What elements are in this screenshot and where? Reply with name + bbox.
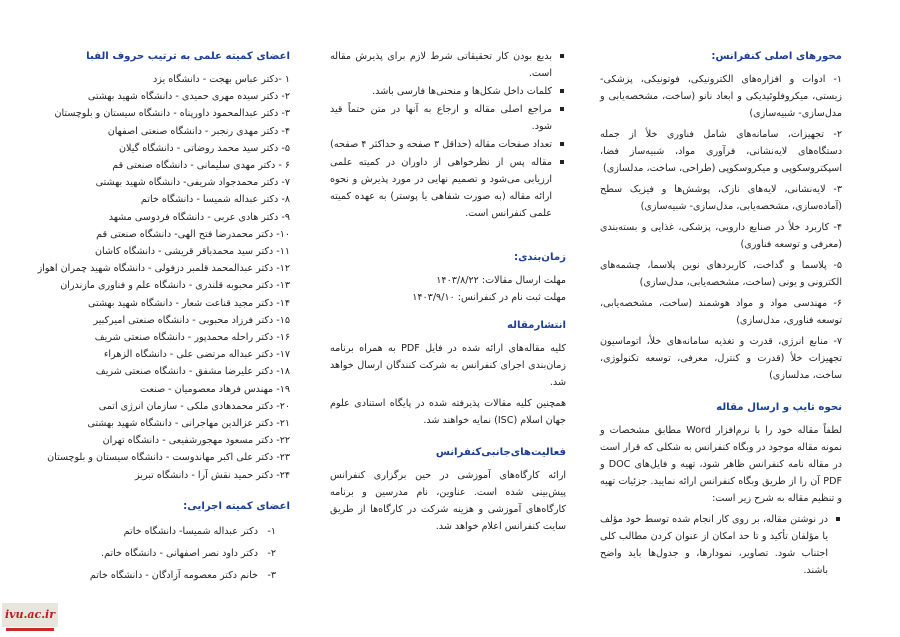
list-item: ۷- دکتر محمدجواد شریفی- دانشگاه شهید بهشتی [95,177,290,189]
logo-underline [6,628,54,631]
publish-text: کلیه مقاله‌های ارائه شده در فایل PDF به همراه برنامه زمان‌بندی اجرای کنفرانس به شرکت کنندگان ارسال خواهد شد. [330,343,566,388]
exec-heading: اعضای کمیته اجرایی: [183,500,290,512]
rule-item: تعداد صفحات مقاله (حداقل ۳ صفحه و حداکثر ۴ صفحه) [330,136,552,153]
list-item: ۱ -دکتر عباس بهجت - دانشگاه یزد [152,74,290,85]
list-item: ۲- دکتر سیده مهری حمیدی - دانشگاه شهید بهشتی [87,91,290,103]
submit-bullet: در نوشتن مقاله، بر روی کار انجام شده توسط خود مؤلف یا مؤلفان تأکید و تا حد امکان از عنوان کردن مطالب کلی اجتناب شود. تصاویر، نمودارها، و جدول‌ها باید واضح باشند. [600,511,828,579]
list-item: ۲۳- دکتر علی اکبر مهاندوست - دانشگاه سیستان و بلوچستان [47,452,290,464]
list-item: ۲۲- دکتر مسعود مهجورشفیعی - دانشگاه تهران [102,435,290,447]
topic-item: ۶- مهندسی مواد و مواد هوشمند (ساخت، مشخصه‌یابی، توسعه فناوری، مدل‌سازی) [600,298,842,326]
topic-item: ۳- لایه‌نشانی، لایه‌های نازک، پوشش‌ها و فیزیک سطح (آماده‌سازی، مشخصه‌یابی، مدل‌سازی- شبیه‌سازی) [600,184,842,212]
rule-item: مقاله پس از نظرخواهی از داوران در کمیته علمی ارزیابی می‌شود و تصمیم نهایی در مورد پذیرش و نحوه ارائه مقاله (به صورت شفاهی یا پوستر) به عهده کمیته علمی کنفرانس است. [330,154,552,222]
list-item: ۱۴- دکتر مجید قناعت شعار - دانشگاه شهید بهشتی [87,297,290,309]
list-item: ۱-دکتر عبداله شمیسا- دانشگاه خاتم [123,525,276,537]
submit-bullets [600,511,842,579]
list-item: ۶ - دکتر مهدی سلیمانی - دانشگاه صنعتی قم [112,160,290,172]
list-item: ۲۴- دکتر حمید نقش آرا - دانشگاه تبریز [135,469,290,481]
list-item: ۱۹- مهندس فرهاد معصومیان - صنعت [140,383,290,395]
topic-item: ۵- پلاسما و گداخت، کاربردهای نوین پلاسما، چشمه‌های الکترونی و یونی (ساخت، مشخصه‌یابی، مدل‌سازی) [600,260,842,288]
list-item: ۲۱- دکتر عزالدین مهاجرانی - دانشگاه شهید بهشتی [87,418,290,430]
list-item: ۳-خانم دکتر معصومه آزادگان - دانشگاه خاتم [89,569,276,581]
committee-heading: اعضای کمیته علمی به ترتیب حروف الفبا [86,51,290,62]
submit-heading: نحوه تایپ و ارسال مقاله [716,402,842,413]
list-item: ۱۶- دکتر راحله محمدپور - دانشگاه صنعتی شریف [94,332,290,344]
list-item: ۸- دکتر عبداله شمیسا - دانشگاه خاتم [140,194,290,206]
rule-item: بدیع بودن کار تحقیقاتی شرط لازم برای پذیرش مقاله است. [330,48,552,82]
submit-text: لطفاً مقاله خود را با نرم‌افزار Word مطابق مشخصات و نمونه مقاله موجود در وبگاه کنفرانس به شکلی که قرار است در مقاله نامه کنفرانس ظاهر شود، تهیه و فایل‌های DOC و PDF آن را از طریق وبگاه کنفرانس ارائه نمایید. جزئیات تهیه و تنظیم مقاله به شرح زیر است: [600,425,842,504]
topic-item: ۷- منابع انرژی، قدرت و تغذیه سامانه‌های خلأ، اتوماسیون تجهیزات خلأ (قدرت و کنترل، معرفی، توسعه تکنولوژی، ساخت، مدلسازی) [600,336,842,381]
list-item: ۱۱- دکتر سید محمدباقر قریشی - دانشگاه کاشان [95,246,290,258]
list-item: ۵- دکتر سید محمد روضاتی - دانشگاه گیلان [119,142,290,154]
topic-item: ۲- تجهیزات، سامانه‌های شامل فناوری خلأ از جمله دستگاه‌های لایه‌نشانی، فرآوری مواد، شبیه‌ساز فضا، اسپکتروسکوپی و میکروسکوپی (طراحی، ساخت، مدلسازی) [600,129,842,174]
left-column [37,48,290,587]
list-item: ۱۷- دکتر عبداله مرتضی علی - دانشگاه الزهراء [103,349,290,361]
list-item: ۱۳- دکتر محبوبه قلندری - دانشگاه علم و فناوری مازندران [60,280,290,292]
side-activities-heading: فعالیت‌های‌جانبی‌کنفرانس [435,447,566,458]
topics-heading: محورهای اصلی کنفرانس: [711,51,842,62]
publish-text: همچنین کلیه مقالات پذیرفته شده در پایگاه استنادی علوم جهان اسلام (ISC) نمایه خواهند شد. [330,398,566,426]
list-item: ۱۸- دکتر علیرضا مشفق - دانشگاه صنعتی شریف [95,366,290,378]
list-item: ۱۵- دکتر فرزاد محبوبی - دانشگاه صنعتی امیرکبیر [93,314,290,326]
topic-item: ۴- کاربرد خلأ در صنایع دارویی، پزشکی، غذایی و بسته‌بندی (معرفی و توسعه فناوری) [600,222,842,250]
list-item: ۲۰- دکتر محمدهادی ملکی - سازمان انرژی اتمی [98,400,290,412]
publish-heading: انتشارمقاله [506,320,566,331]
committee-list [37,71,290,484]
rules-list [330,48,566,222]
topics-list [600,71,842,384]
topic-item: ۱- ادوات و افزاره‌های الکترونیکی، فوتونیکی، پزشکی- زیستی، میکروفلوئیدیکی و ابعاد نانو (ساخت، مشخصه‌یابی و مدل‌سازی- شبیه‌سازی) [600,74,842,119]
middle-column [330,48,566,539]
schedule-item: مهلت ثبت نام در کنفرانس: ۱۴۰۳/۹/۱۰ [412,292,566,303]
list-item: ۴- دکتر مهدی رنجبر - دانشگاه صنعتی اصفهان [107,125,290,137]
exec-list [40,521,290,587]
list-item: ۳- دکتر عبدالمحمود داورپناه - دانشگاه سیستان و بلوچستان [54,108,290,120]
list-item: ۲-دکتر داود نصر اصفهانی - دانشگاه خاتم. [101,547,276,559]
right-column [600,48,842,580]
schedule-item: مهلت ارسال مقالات: ۱۴۰۳/۸/۲۲ [436,275,566,286]
rule-item: مراجع اصلی مقاله و ارجاع به آنها در متن حتماً قید شود. [330,101,552,135]
side-activities-text: ارائه کارگاه‌های آموزشی در حین برگزاری کنفرانس پیش‌بینی شده است. عناوین، نام مدرسین و برنامه کارگاه‌های آموزشی و هزینه شرکت در کارگاه‌ها از طریق سایت کنفرانس اعلام خواهد شد. [330,470,566,532]
list-item: ۹- دکتر هادی عربی - دانشگاه فردوسی مشهد [108,211,290,223]
list-item: ۱۲- دکتر عبدالمحمد قلمبر دزفولی - دانشگاه شهید چمران اهواز [37,263,290,275]
rule-item: کلمات داخل شکل‌ها و منحنی‌ها فارسی باشد. [330,83,552,100]
list-item: ۱۰- دکتر محمدرضا فتح الهی- دانشگاه صنعتی قم [96,228,290,240]
site-logo[interactable]: ivu.ac.ir [2,603,58,627]
schedule-heading: زمان‌بندی: [514,252,566,263]
